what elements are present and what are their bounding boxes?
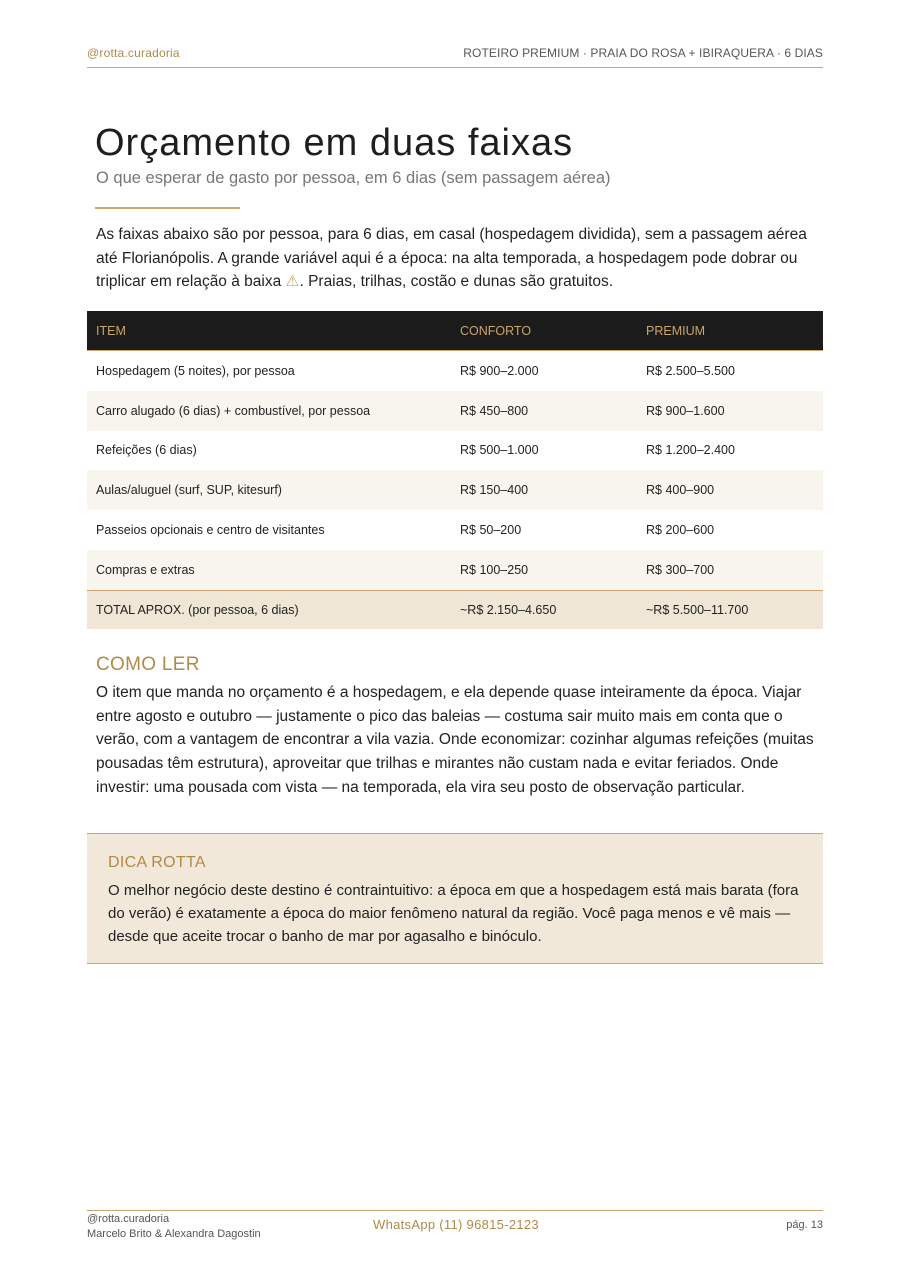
tip-callout [87,833,823,964]
tip-heading: DICA ROTTA [108,854,206,871]
column-header-conforto: CONFORTO [451,311,637,351]
section-heading-como-ler: COMO LER [96,654,200,675]
total-premium: ~R$ 5.500–11.700 [637,590,823,629]
row-item: Carro alugado (6 dias) + combustível, por pessoa [87,391,451,431]
intro-text-end: . Praias, trilhas, costão e dunas são gratuitos. [299,273,614,290]
table-row [87,550,823,590]
footer-authors: Marcelo Brito & Alexandra Dagostin [87,1228,261,1240]
page-number: pág. 13 [786,1219,823,1231]
row-conforto: R$ 100–250 [451,550,637,590]
row-premium: R$ 200–600 [646,523,715,538]
total-conforto: ~R$ 2.150–4.650 [451,590,637,629]
header-document-title: ROTEIRO PREMIUM · PRAIA DO ROSA + IBIRAQUERA · 6 DIAS [463,46,823,60]
table-row [87,510,823,550]
column-header-premium: PREMIUM [637,311,823,351]
row-item: Compras e extras [87,550,451,590]
warning-icon: ⚠ [285,273,300,290]
row-conforto: R$ 500–1.000 [460,443,539,458]
column-header-item: ITEM [87,311,451,351]
section-body-como-ler: O item que manda no orçamento é a hospedagem, e ela depende quase inteiramente da época. Viajar entre agosto e outubro — justamente o pico das baleias — costuma sair muito mais em conta que o verão, com a vantagem de encontrar a vila vazia. Onde economizar: cozinhar algumas refeições (muitas pousadas têm estrutura), aproveitar que trilhas e mirantes não custam nada e evitar feriados. Onde investir: uma pousada com vista — na temporada, ela vira seu posto de observação particular. [96,684,814,796]
row-conforto: R$ 50–200 [460,523,522,538]
total-label: TOTAL APROX. (por pessoa, 6 dias) [87,590,451,629]
footer-handle: @rotta.curadoria [87,1213,170,1225]
row-premium: R$ 300–700 [637,550,823,590]
budget-table [87,311,823,629]
table-row [87,391,823,431]
page-subtitle: O que esperar de gasto por pessoa, em 6 dias (sem passagem aérea) [96,169,611,187]
row-premium: R$ 900–1.600 [637,391,823,431]
footer-whatsapp-contact: WhatsApp (11) 96815-2123 [373,1217,539,1232]
row-premium: R$ 1.200–2.400 [646,443,735,458]
page-title: Orçamento em duas faixas [95,122,574,164]
table-header-row [87,311,823,351]
table-row [87,351,823,391]
row-conforto: R$ 450–800 [451,391,637,431]
row-item: Refeições (6 dias) [96,443,197,458]
header-handle: @rotta.curadoria [87,46,180,60]
footer-divider [87,1210,823,1211]
title-accent-line [95,207,240,209]
table-row [87,431,823,471]
table-row [87,470,823,510]
intro-paragraph [96,223,821,294]
row-item: Aulas/aluguel (surf, SUP, kitesurf) [87,470,451,510]
row-premium: R$ 400–900 [637,470,823,510]
row-premium: R$ 2.500–5.500 [646,363,735,378]
row-conforto: R$ 900–2.000 [460,363,539,378]
row-item: Hospedagem (5 noites), por pessoa [96,363,295,378]
row-item: Passeios opcionais e centro de visitantes [96,523,325,538]
intro-text: As faixas abaixo são por pessoa, para 6 dias, em casal (hospedagem dividida), sem a passagem aérea até Florianópolis. A grande variável aqui é a época: na alta temporada, a hospedagem pode dobrar ou triplicar em relação à baixa [96,226,807,290]
row-conforto: R$ 150–400 [451,470,637,510]
table-total-row [87,590,823,629]
tip-body: O melhor negócio deste destino é contraintuitivo: a época em que a hospedagem está mais barata (fora do verão) é exatamente a época do maior fenômeno natural da região. Você paga menos e vê mais — desde que aceite trocar o banho de mar por agasalho e binóculo. [108,882,799,945]
header-divider [87,67,823,68]
